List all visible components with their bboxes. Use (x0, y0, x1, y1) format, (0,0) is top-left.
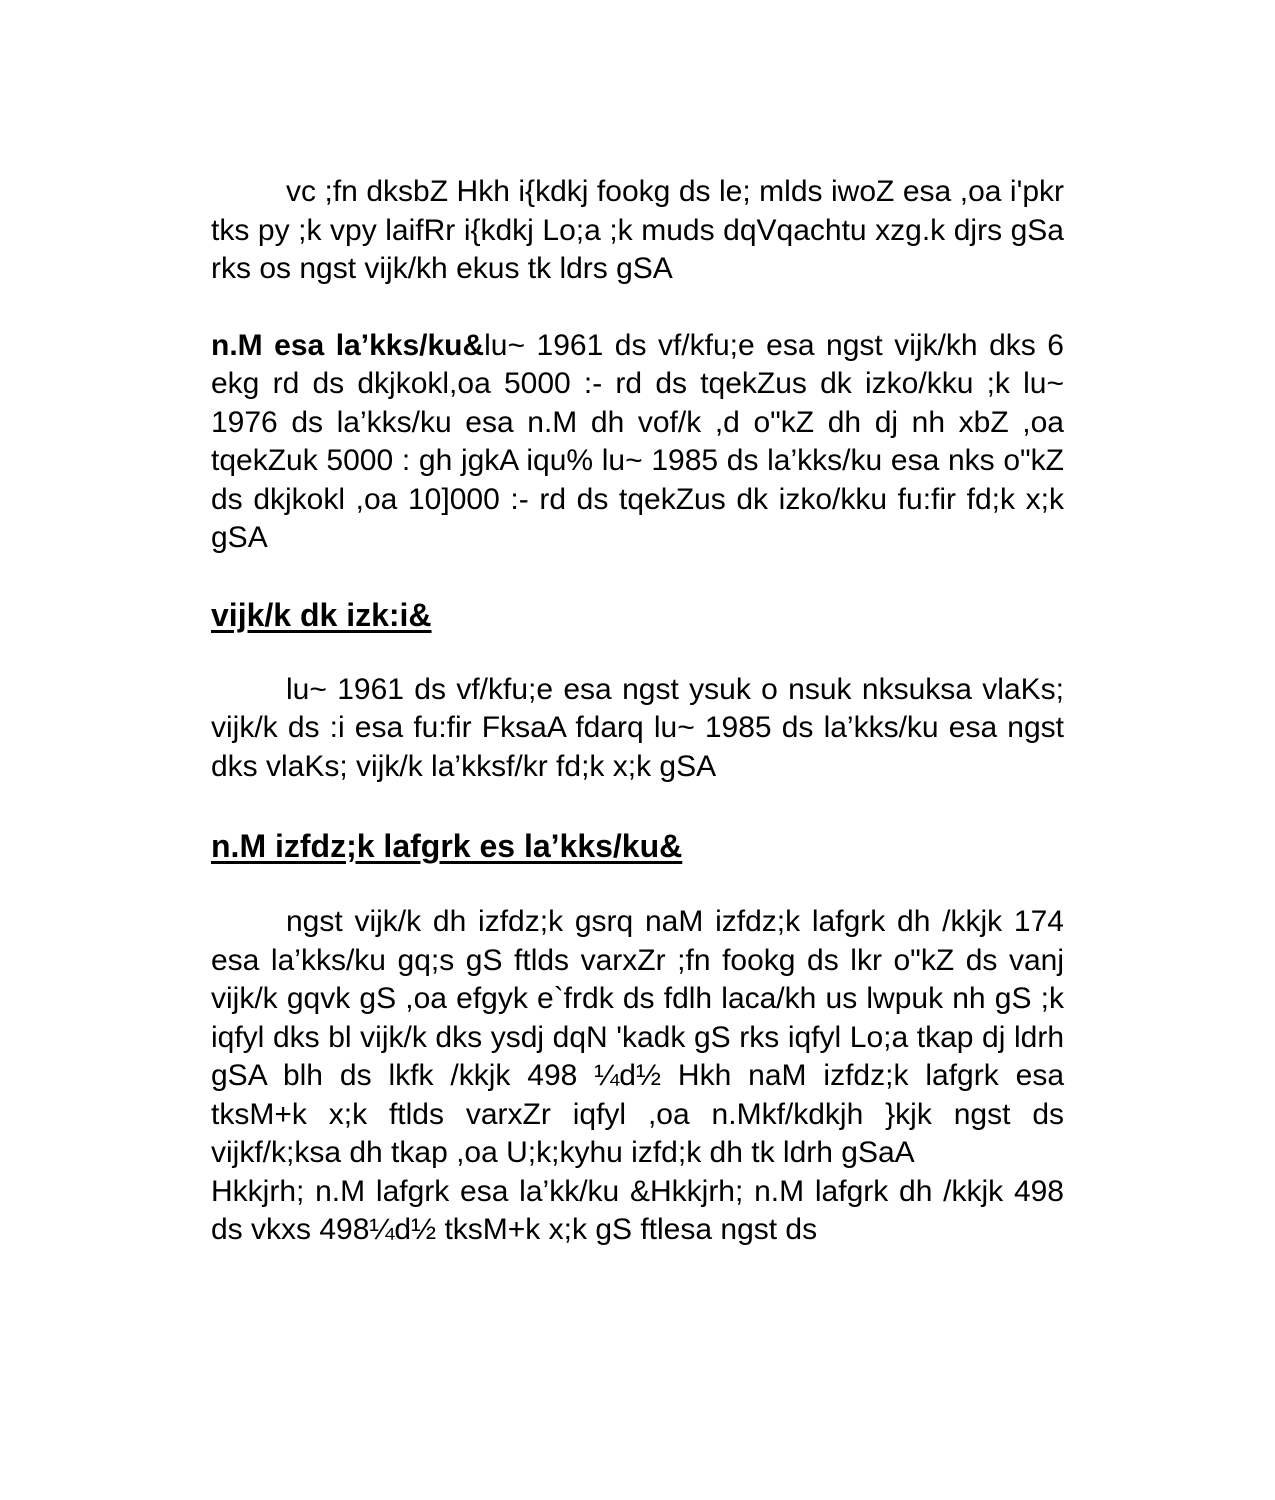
paragraph-ipc-amendment: Hkkjrh; n.M lafgrk esa la’kk/ku &Hkkjrh; n.M lafgrk dh /kkjk 498 ds vkxs 498¼d½ tksM+k x;k gS ftlesa ngst ds (211, 1174, 1064, 1246)
document-page (211, 173, 1064, 1250)
paragraph-lead-heading: n.M esa la’kks/ku& (211, 328, 485, 362)
section-heading-offence-nature: vijk/k dk izk:i& (211, 596, 432, 633)
paragraph-crpc-amendment: ngst vijk/k dh izfdz;k gsrq naM izfdz;k lafgrk dh /kkjk 174 esa la’kks/ku gq;s gS ftlds varxZr ;fn fookg ds lkr o"kZ ds vanj vijk/k gqvk gS ,oa efgyk e`frdk ds fdlh laca/kh us lwpuk nh gS ;k iqfyl dks bl vijk/k dks ysdj dqN 'kadk gS rks iqfyl Lo;a tkap dj ldrh gSA blh ds lkfk /kkjk 498 ¼d½ Hkh naM izfdz;k lafgrk esa tksM+k x;k ftlds varxZr iqfyl ,oa n.Mkf/kdkjh }kjk ngst ds vijkf/k;ksa dh tkap ,oa U;k;kyhu izfd;k dh tk ldrh gSaA (211, 905, 1064, 1169)
paragraph-intro: vc ;fn dksbZ Hkh i{kdkj fookg ds le; mlds iwoZ esa ,oa i'pkr tks py ;k vpy laifRr i{kdkj Lo;a ;k muds dqVqachtu xzg.k djrs gSa rks os ngst vijk/kh ekus tk ldrs gSA (211, 175, 1064, 285)
paragraph-punishment-amendment (211, 327, 1064, 558)
section-heading-crpc-amendment: n.M izfdz;k lafgrk es la’kks/ku& (211, 828, 683, 864)
paragraph-body: lu~ 1961 ds vf/kfu;e esa ngst vijk/kh dks 6 ekg rd ds dkjkokl,oa 5000 :- rd ds tqekZus dk izko/kku ;k lu~ 1976 ds la’kks/ku esa n.M dh vof/k ,d o"kZ dh dj nh xbZ ,oa tqekZuk 5000 : gh jgkA iqu% lu~ 1985 ds la’kks/ku esa nks o"kZ ds dkjkokl ,oa 10]000 :- rd ds tqekZus dk izko/kku fu:fir fd;k x;k gSA (211, 328, 1064, 554)
paragraph-offence-nature: lu~ 1961 ds vf/kfu;e esa ngst ysuk o nsuk nksuksa vlaKs; vijk/k ds :i esa fu:fir FksaA fdarq lu~ 1985 ds la’kks/ku esa ngst dks vlaKs; vijk/k la’kksf/kr fd;k x;k gSA (211, 672, 1064, 783)
